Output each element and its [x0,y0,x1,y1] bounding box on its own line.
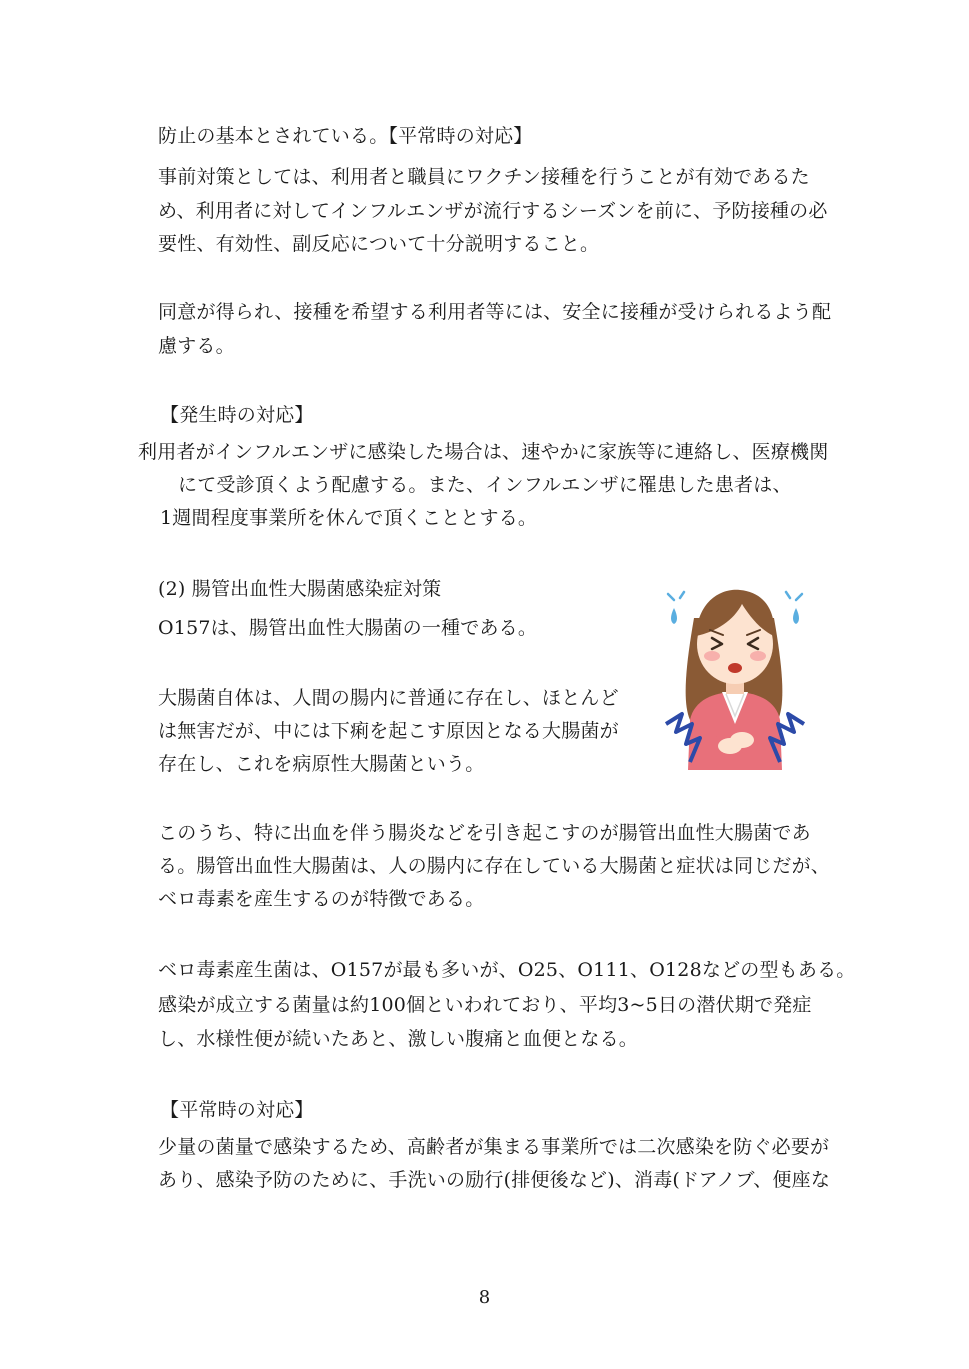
text-line: 防止の基本とされている。【平常時の対応】 [158,125,533,147]
text-line: 慮する。 [158,335,235,357]
text-line: 利用者がインフルエンザに感染した場合は、速やかに家族等に連絡し、医療機関 [138,441,829,463]
text-line: め、利用者に対してインフルエンザが流行するシーズンを前に、予防接種の必 [158,200,828,222]
text-line: にて受診頂くよう配慮する。また、インフルエンザに罹患した患者は、 [178,474,792,496]
text-line: 要性、有効性、副反応について十分説明すること。 [158,233,600,255]
text-line: し、水様性便が続いたあと、激しい腹痛と血便となる。 [158,1028,639,1050]
text-line: 存在し、これを病原性大腸菌という。 [158,753,485,775]
text-line: る。腸管出血性大腸菌は、人の腸内に存在している大腸菌と症状は同じだが、 [158,855,831,877]
section-heading: (2) 腸管出血性大腸菌感染症対策 [158,578,442,600]
text-line: 同意が得られ、接種を希望する利用者等には、安全に接種が受けられるよう配 [158,301,832,323]
text-line: 事前対策としては、利用者と職員にワクチン接種を行うことが有効であるた [158,166,810,188]
text-line: 感染が成立する菌量は約100個といわれており、平均3~5日の潜伏期で発症 [158,994,812,1016]
text-line: ベロ毒素産生菌は、O157が最も多いが、O25、O111、O128などの型もある。 [158,959,856,981]
text-line: このうち、特に出血を伴う腸炎などを引き起こすのが腸管出血性大腸菌であ [158,822,811,844]
text-line: ベロ毒素を産生するのが特徴である。 [158,888,485,910]
text-line: あり、感染予防のために、手洗いの励行(排便後など)、消毒(ドアノブ、便座な [158,1169,831,1191]
text-line: O157は、腸管出血性大腸菌の一種である。 [158,617,538,639]
text-line: 1週間程度事業所を休んで頂くこととする。 [160,507,538,529]
page-number: 8 [478,1287,491,1308]
section-heading: 【発生時の対応】 [160,404,314,426]
section-heading: 【平常時の対応】 [160,1099,314,1121]
text-line: 大腸菌自体は、人間の腸内に普通に存在し、ほとんど [158,687,619,709]
text-line: 少量の菌量で感染するため、高齢者が集まる事業所では二次感染を防ぐ必要が [158,1136,830,1158]
text-line: は無害だが、中には下痢を起こす原因となる大腸菌が [158,720,619,742]
stomach-ache-illustration [660,574,810,770]
